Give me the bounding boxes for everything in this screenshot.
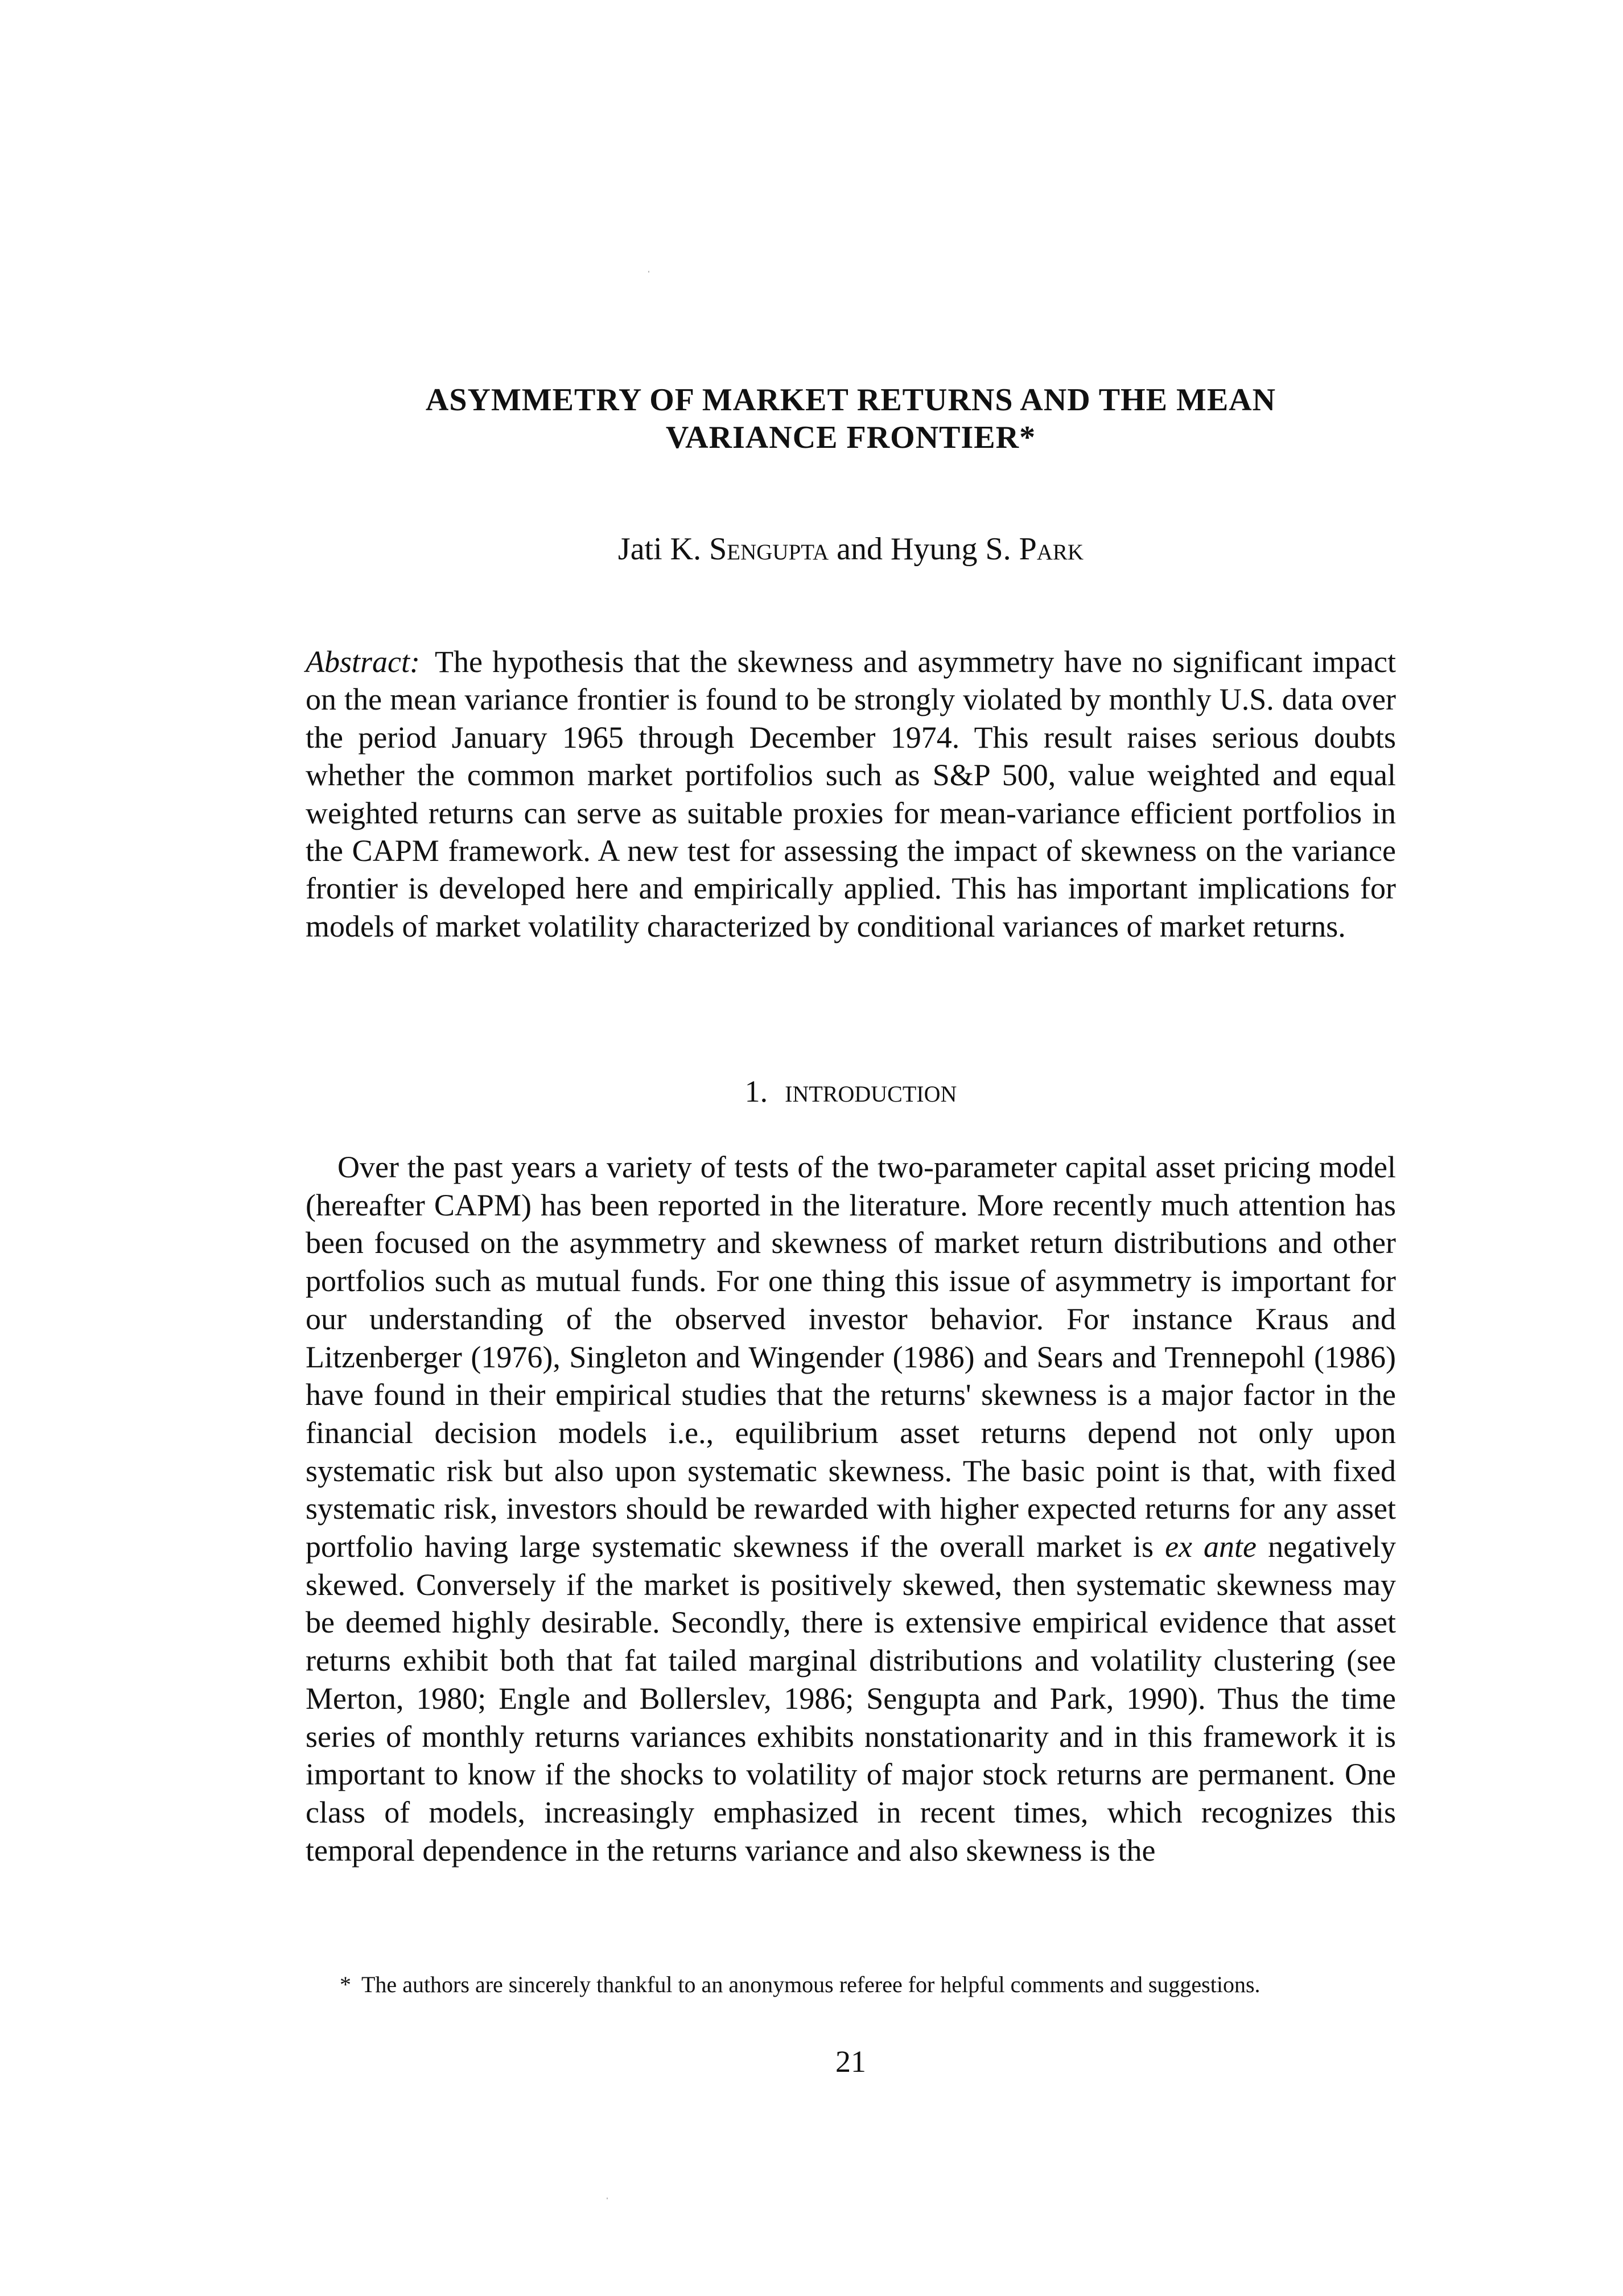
author-conjunction: and (829, 531, 891, 567)
paragraph-text-part-2: negatively skewed. Conversely if the market is positively skewed, then systematic skewness may be deemed highly desirable. Secondly, there is extensive empirical evidence that asset returns exhibit both that fat tailed marginal distributions and volatility clustering (see Merton, 1980; Engle and Bollerslev, 1986; Sengupta and Park, 1990). Thus the time series of monthly returns variances exhibits nonstationarity and in this framework it is important to know if the shocks to volatility of major stock returns are permanent. One class of models, increasingly emphasized in recent times, which recognizes this temporal dependence in the returns variance and also skewness is the (306, 1530, 1396, 1868)
footnote (306, 1970, 1396, 2000)
italic-term-ex-ante: ex ante (1165, 1530, 1257, 1564)
abstract-text: The hypothesis that the skewness and asymmetry have no significant impact on the mean variance frontier is found to be strongly violated by monthly U.S. data over the period January 1965 through December 1974. This result raises serious doubts whether the common market portifolios such as S&P 500, value weighted and equal weighted returns can serve as suitable proxies for mean-variance efficient portfolios in the CAPM framework. A new test for assessing the impact of skewness on the variance frontier is developed here and empirically applied. This has important implications for models of market volatility characterized by conditional variances of market returns. (306, 645, 1396, 943)
page-number: 21 (835, 2044, 866, 2079)
section-title: INTRODUCTION (785, 1081, 957, 1107)
scan-speck (607, 2198, 608, 2199)
title-line-1: ASYMMETRY OF MARKET RETURNS AND THE MEAN (425, 382, 1276, 418)
paragraph-text-part-1: Over the past years a variety of tests of the two-parameter capital asset pricing model (hereafter CAPM) has been reported in the literature. More recently much attention has been focused on the asymmetry and skewness of market return distributions and other portfolios such as mutual funds. For one thing this issue of asymmetry is important for our understanding of the observed investor behavior. For instance Kraus and Litzenberger (1976), Singleton and Wingender (1986) and Sears and Trennepohl (1986) have found in their empirical studies that the returns' skewness is a major factor in the financial decision models i.e., equilibrium asset returns depend not only upon systematic risk but also upon systematic skewness. The basic point is that, with fixed systematic risk, investors should be rewarded with higher expected returns for any asset portfolio having large systematic skewness if the overall market is (306, 1150, 1396, 1564)
author-line (306, 530, 1396, 568)
section-number: 1. (744, 1074, 768, 1108)
author-1-given-name: Jati K. (617, 531, 710, 567)
paper-title (306, 381, 1396, 456)
scan-speck (648, 271, 649, 273)
title-line-2: VARIANCE FRONTIER* (665, 420, 1036, 455)
section-heading-introduction (306, 1075, 1396, 1110)
author-1-surname: Sengupta (709, 531, 829, 567)
author-2-surname: Park (1019, 531, 1084, 567)
abstract-label: Abstract: (306, 645, 420, 679)
footnote-text: The authors are sincerely thankful to an anonymous referee for helpful comments and suggestions. (361, 1972, 1260, 1997)
author-2-given-name: Hyung S. (891, 531, 1019, 567)
introduction-paragraph (306, 1148, 1396, 1869)
abstract (306, 643, 1396, 945)
footnote-asterisk: * (340, 1972, 351, 1997)
